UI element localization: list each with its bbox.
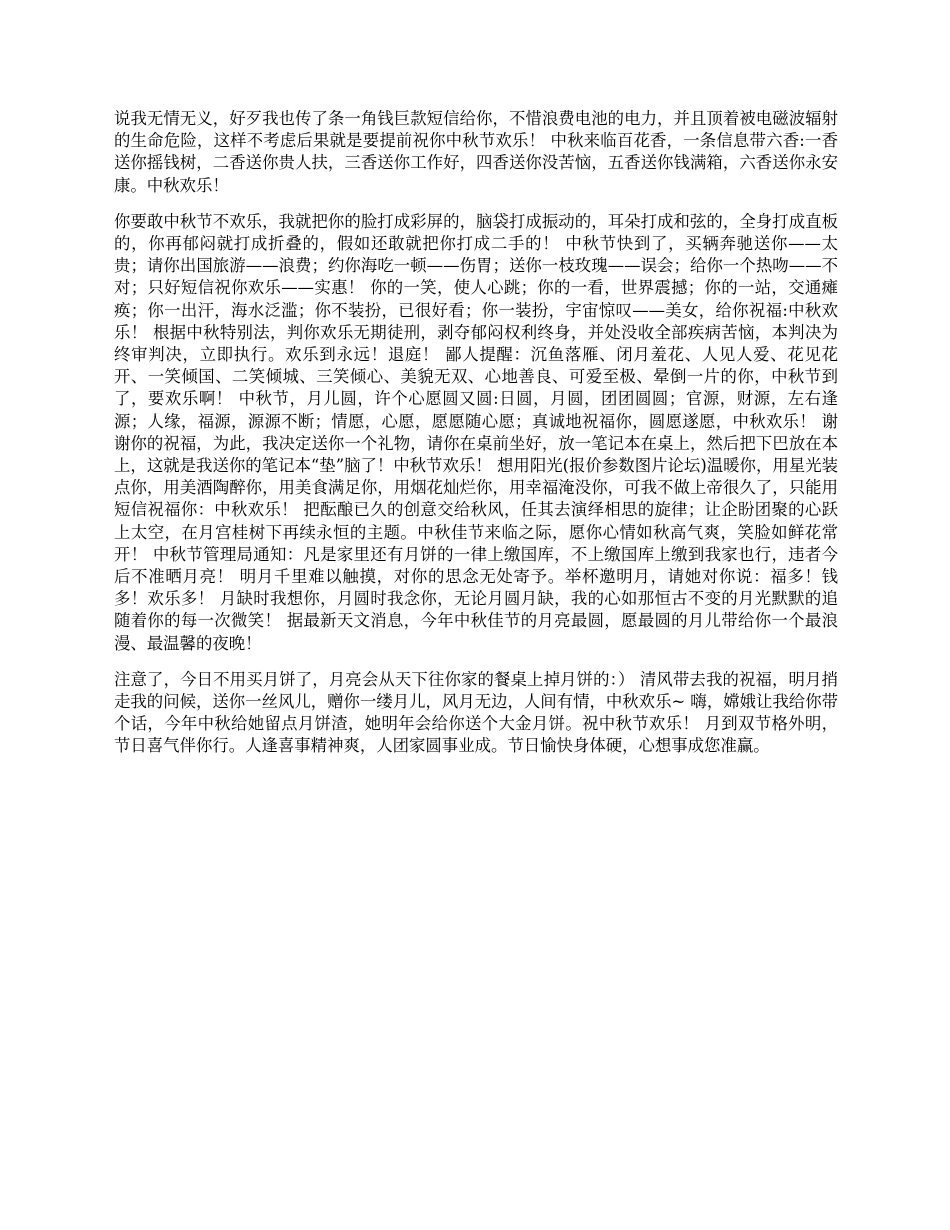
paragraph-3: 注意了，今日不用买月饼了，月亮会从天下往你家的餐桌上掉月饼的：） 清风带去我的祝福，明月捎走我的问候，送你一丝风儿，赠你一缕月儿，风月无边，人间有情，中秋欢乐~ 嗨，嫦娥让我给你带个话，今年中秋给她留点月饼渣，她明年会给你送个大金月饼。祝中秋节欢乐！ 月到双节格外明，节日喜气伴你行。人逢喜事精神爽，人团家圆事业成。节日愉快身体硬，心想事成您准赢。	[114, 669, 838, 756]
paragraph-1: 说我无情无义，好歹我也传了条一角钱巨款短信给你，不惜浪费电池的电力，并且顶着被电磁波辐射的生命危险，这样不考虑后果就是要提前祝你中秋节欢乐！ 中秋来临百花香，一条信息带六香:一香送你摇钱树，二香送你贵人扶，三香送你工作好，四香送你没苦恼，五香送你钱满箱，六香送你永安康。中秋欢乐！	[114, 109, 838, 195]
document-body	[114, 108, 838, 772]
paragraph-2: 你要敢中秋节不欢乐，我就把你的脸打成彩屏的，脑袋打成振动的，耳朵打成和弦的，全身打成直板的，你再郁闷就打成折叠的，假如还敢就把你打成二手的！ 中秋节快到了，买辆奔驰送你——太贵；请你出国旅游——浪费；约你海吃一顿——伤胃；送你一枝玫瑰——误会；给你一个热吻——不对；只好短信祝你欢乐——实惠！ 你的一笑，使人心跳；你的一看，世界震撼；你的一站，交通瘫痪；你一出汗，海水泛滥；你不装扮，已很好看；你一装扮，宇宙惊叹——美女，给你祝福:中秋欢乐！ 根据中秋特别法，判你欢乐无期徒刑，剥夺郁闷权利终身，并处没收全部疾病苦恼，本判决为终审判决，立即执行。欢乐到永远！退庭！ 鄙人提醒：沉鱼落雁、闭月羞花、人见人爱、花见花开、一笑倾国、二笑倾城、三笑倾心、美貌无双、心地善良、可爱至极、晕倒一片的你，中秋节到了，要欢乐啊！ 中秋节，月儿圆，许个心愿圆又圆:日圆，月圆，团团圆圆；官源，财源，左右逢源；人缘，福源，源源不断；情愿，心愿，愿愿随心愿；真诚地祝福你，圆愿遂愿，中秋欢乐！ 谢谢你的祝福，为此，我决定送你一个礼物，请你在桌前坐好，放一笔记本在桌上，然后把下巴放在本上，这就是我送你的笔记本“垫”脑了！中秋节欢乐！ 想用阳光(报价参数图片论坛)温暖你，用星光装点你，用美酒陶醉你，用美食满足你，用烟花灿烂你，用幸福淹没你，可我不做上帝很久了，只能用短信祝福你：中秋欢乐！ 把酝酿已久的创意交给秋风，任其去演绎相思的旋律；让企盼团聚的心跃上太空，在月宫桂树下再续永恒的主题。中秋佳节来临之际，愿你心情如秋高气爽，笑脸如鲜花常开！ 中秋节管理局通知：凡是家里还有月饼的一律上缴国库，不上缴国库上缴到我家也行，违者今后不准晒月亮！ 明月千里难以触摸，对你的思念无处寄予。举杯邀明月，请她对你说：福多！钱多！欢乐多！ 月缺时我想你，月圆时我念你，无论月圆月缺，我的心如那恒古不变的月光默默的追随着你的每一次微笑！ 据最新天文消息，今年中秋佳节的月亮最圆，愿最圆的月儿带给你一个最浪漫、最温馨的夜晚！	[114, 211, 838, 653]
